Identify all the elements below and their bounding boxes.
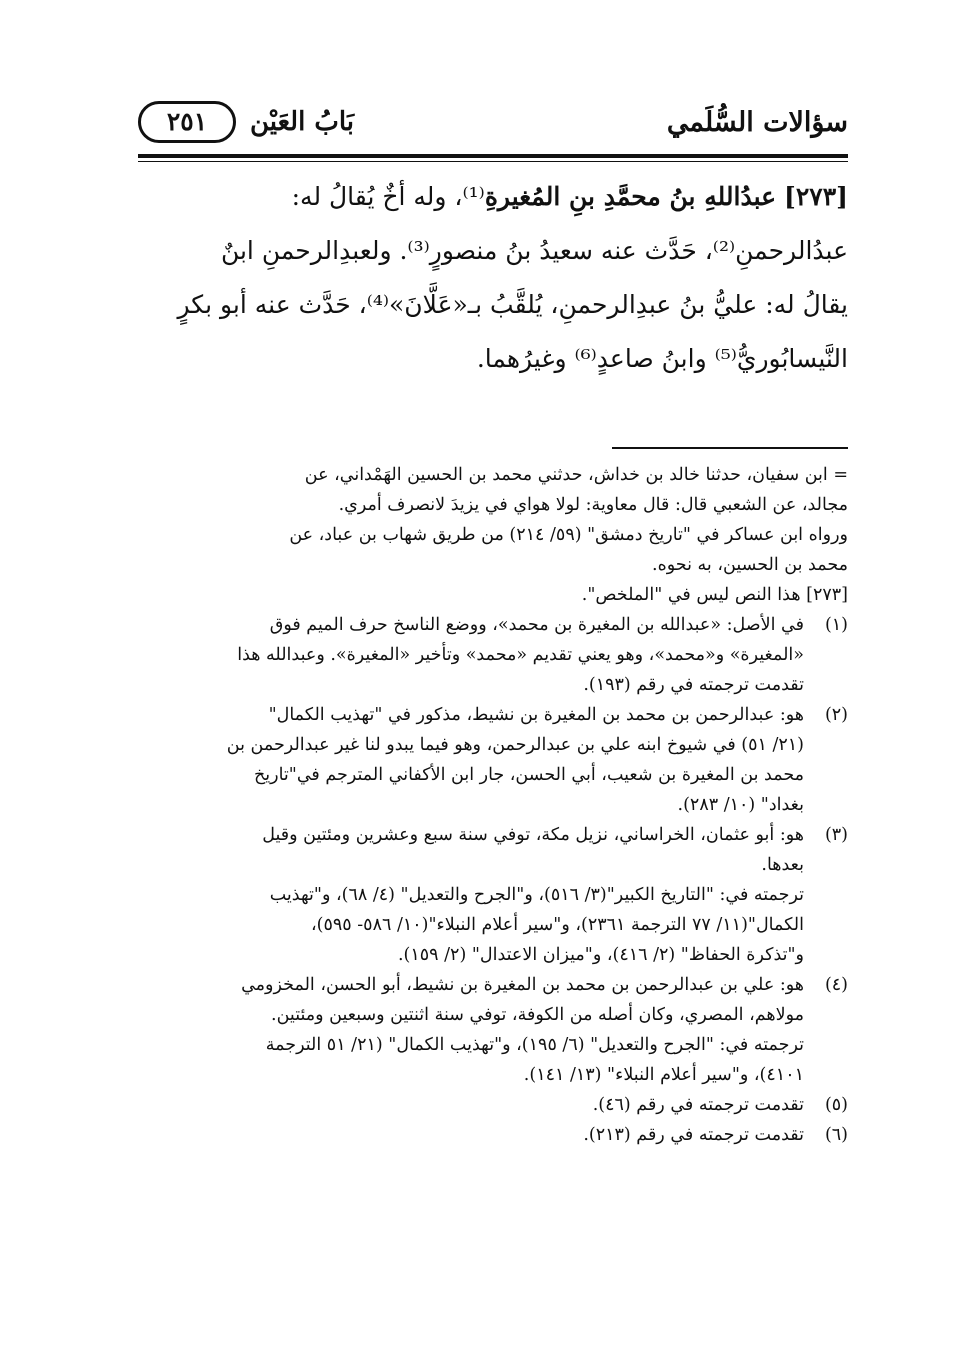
footnote-line: مجالد، عن الشعبي قال: قال معاوية: لولا هواي في يزيدَ لانصرف أمري. bbox=[338, 495, 848, 515]
footnote-line: ٤١٠١)، و"سير أعلام النبلاء" (١٣/ ١٤١). bbox=[523, 1065, 804, 1085]
footnote-item bbox=[138, 820, 848, 970]
footnote-item bbox=[138, 610, 848, 700]
footnote-marker: (٢) bbox=[824, 705, 848, 725]
footnote-line: (٢١/ ٥١) في شيوخ ابنه علي بن عبدالرحمن، وهو فيما يبدو لنا غير عبدالرحمن بن bbox=[226, 735, 804, 755]
entry-footnote bbox=[138, 580, 848, 610]
footnote-line: تقدمت ترجمته في رقم (١٩٣). bbox=[583, 675, 804, 695]
footnote-line: في الأصل: «عبدالله بن المغيرة بن محمد»، ووضع الناسخ حرف الميم فوق bbox=[269, 615, 804, 635]
footnote-line: هو: أبو عثمان، الخراساني، نزيل مكة، توفي سنة سبع وعشرين ومئتين وقيل bbox=[262, 825, 804, 845]
chapter-title: بَابُ العَيْن bbox=[250, 107, 355, 137]
footnote-line: تقدمت ترجمته في رقم (٢١٣). bbox=[583, 1125, 804, 1145]
footnote-marker: (٣) bbox=[824, 825, 848, 845]
footnote-body bbox=[138, 610, 804, 700]
entry-line bbox=[138, 170, 848, 224]
footnotes-section bbox=[138, 460, 848, 1150]
entry-line: يقالُ له: عليُّ بنُ عبدِالرحمنِ، يُلقَّبُ بـ«عَلَّانَ»⁽⁴⁾، حَدَّث عنه أبو بكرٍ bbox=[177, 290, 848, 319]
footnote-line: = ابن سفيان، حدثنا خالد بن خداش، حدثني محمد بن الحسين الهَمْداني، عن bbox=[304, 465, 848, 485]
entry-number: [٢٧٣] bbox=[784, 182, 848, 211]
footnote-body bbox=[138, 700, 804, 820]
footnote-line: «المغيرة» و«محمد»، وهو يعني تقديم «محمد» وتأخير «المغيرة». وعبدالله هذا bbox=[237, 645, 804, 665]
footnote-separator bbox=[612, 447, 848, 449]
footnote-marker: (٤) bbox=[824, 975, 848, 995]
footnote-body bbox=[138, 1090, 804, 1120]
footnote-item bbox=[138, 1120, 848, 1150]
entry-line: عبدُالرحمنِ⁽²⁾، حَدَّث عنه سعيدُ بنُ منصورٍ⁽³⁾. ولعبدِالرحمنِ ابنٌ bbox=[220, 236, 848, 265]
footnote-line: ترجمته في: "الجرح والتعديل" (٦/ ١٩٥)، و"تهذيب الكمال" (٢١/ ٥١ الترجمة bbox=[265, 1035, 804, 1055]
header-rule-thin bbox=[138, 161, 848, 162]
footnote-line: محمد بن المغيرة بن شعيب، أبي الحسن، جار ابن الأكفاني المترجم في"تاريخ bbox=[253, 765, 804, 785]
footnote-line: و"تذكرة الحفاظ" (٢/ ٤١٦)، و"ميزان الاعتدال" (٢/ ١٥٩). bbox=[397, 945, 804, 965]
entry-text bbox=[138, 170, 848, 386]
footnote-line: مولاهم، المصري، وكان أصله من الكوفة، توفي سنة اثنتين وسبعين ومئتين. bbox=[271, 1005, 804, 1025]
footnote-line: هو: علي بن عبدالرحمن بن محمد بن المغيرة بن نشيط، أبو الحسن، المخزومي bbox=[241, 975, 804, 995]
header-rule-thick bbox=[138, 154, 848, 158]
footnote-line: [٢٧٣] هذا النص ليس في "الملخص". bbox=[581, 585, 848, 605]
footnote-body bbox=[138, 1120, 804, 1150]
page-number: ٢٥١ bbox=[138, 101, 236, 143]
footnote-line: هو: عبدالرحمن بن محمد بن المغيرة بن نشيط، مذكور في "تهذيب الكمال" bbox=[268, 705, 804, 725]
footnote-marker: (٥) bbox=[824, 1095, 848, 1115]
footnote-item bbox=[138, 1090, 848, 1120]
footnote-line: الكمال"(١١/ ٧٧ الترجمة ٢٣٦١)، و"سير أعلام النبلاء"(١٠/ ٥٨٦- ٥٩٥)، bbox=[311, 915, 804, 935]
footnote-line: ورواه ابن عساكر في "تاريخ دمشق" (٥٩/ ٢١٤) من طريق شهاب بن عباد، عن bbox=[289, 525, 848, 545]
page-header bbox=[138, 95, 848, 151]
footnote-marker: (٦) bbox=[824, 1125, 848, 1145]
entry-name: عبدُاللهِ بنُ محمَّدِ بنِ المُغيرةِ bbox=[484, 182, 777, 211]
footnote-body bbox=[138, 970, 804, 1090]
footnote-body bbox=[138, 820, 804, 970]
footnote-marker: (١) bbox=[824, 615, 848, 635]
footnote-line: تقدمت ترجمته في رقم (٤٦). bbox=[592, 1095, 804, 1115]
footnote-item bbox=[138, 700, 848, 820]
footnote-line: محمد بن الحسين، به نحوه. bbox=[652, 555, 848, 575]
entry-line: النَّيسابُوريُّ⁽⁵⁾ وابنُ صاعدٍ⁽⁶⁾ وغيرُهما. bbox=[476, 344, 848, 373]
footnote-line: بعدها. bbox=[761, 855, 804, 875]
footnote-line: ترجمته في: "التاريخ الكبير"(٣/ ٥١٦)، و"الجرح والتعديل" (٤/ ٦٨)، و"تهذيب bbox=[269, 885, 804, 905]
footnote-item bbox=[138, 970, 848, 1090]
footnote-continuation bbox=[138, 460, 848, 580]
entry-line-text: ⁽¹⁾، وله أخٌ يُقالُ له: bbox=[291, 182, 485, 211]
book-title: سؤالات السُّلَمي bbox=[666, 107, 848, 138]
footnote-line: بغداد" (١٠/ ٢٨٣). bbox=[677, 795, 804, 815]
